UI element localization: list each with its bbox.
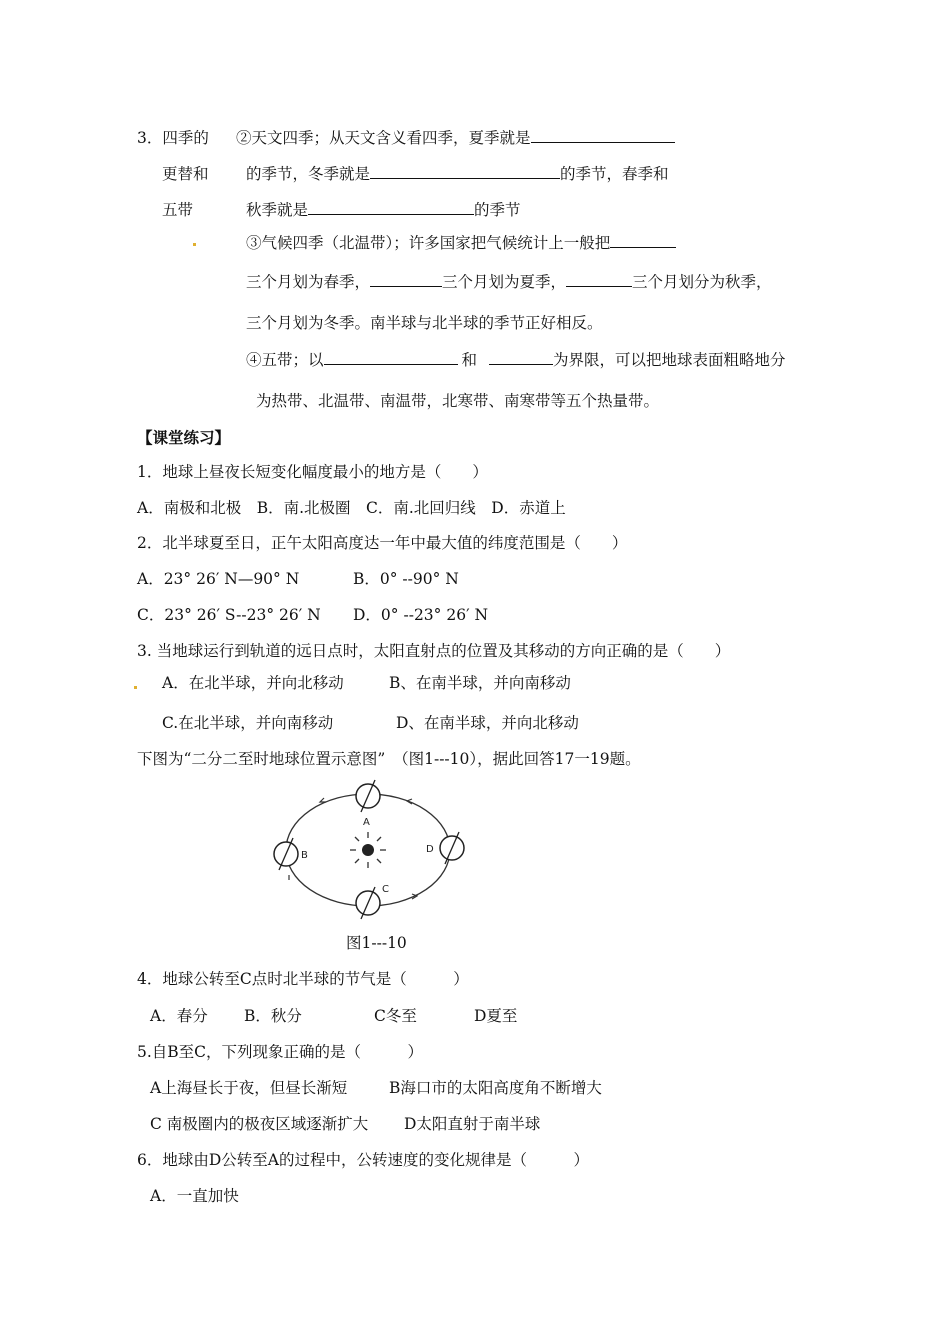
zones-line-1b: 和 bbox=[461, 351, 478, 369]
question-4-option-a: A．春分 bbox=[150, 1007, 208, 1025]
practice-heading: 【课堂练习】 bbox=[137, 428, 231, 447]
question-4-option-d: D夏至 bbox=[474, 1007, 518, 1025]
sun-icon bbox=[350, 832, 386, 868]
label-c: C bbox=[382, 884, 389, 895]
climate-line-3: 三个月划为冬季。南半球与北半球的季节正好相反。 bbox=[246, 314, 603, 332]
earth-position-c bbox=[356, 887, 380, 919]
question-5: 5.自B至C，下列现象正确的是（ ） bbox=[137, 1043, 424, 1061]
astro-line-2 bbox=[246, 164, 669, 184]
astro-line-1 bbox=[236, 128, 675, 148]
orbit-diagram bbox=[262, 778, 476, 920]
astro-line-2a: 的季节，冬季就是 bbox=[246, 165, 371, 183]
question-5-option-c: C 南极圈内的极夜区域逐渐扩大 bbox=[150, 1115, 369, 1133]
question-3-option-b: B、在南半球，并向南移动 bbox=[389, 674, 571, 692]
question-4-option-b: B．秋分 bbox=[244, 1007, 302, 1025]
blank-spring-months bbox=[610, 233, 676, 248]
climate-line-2a: 三个月划为春季， bbox=[246, 273, 371, 291]
question-2-option-c: C．23° 26′ S--23° 26′ N bbox=[137, 606, 321, 624]
blank-summer bbox=[531, 128, 675, 143]
question-5-option-a: A上海昼长于夜，但昼长渐短 bbox=[150, 1079, 348, 1097]
astro-line-2b: 的季节，春季和 bbox=[560, 165, 669, 183]
blank-spring-autumn bbox=[308, 200, 474, 215]
section3-label-1: 3．四季的 bbox=[137, 129, 209, 147]
question-6: 6．地球由D公转至A的过程中，公转速度的变化规律是（ ） bbox=[137, 1151, 589, 1169]
question-3-option-c: C.在北半球，并向南移动 bbox=[162, 714, 334, 732]
blank-polar-circles bbox=[489, 350, 553, 365]
climate-line-2c: 三个月划分为秋季， bbox=[632, 273, 772, 291]
astro-line-3a: 秋季就是 bbox=[246, 201, 309, 219]
figure-intro: 下图为“二分二至时地球位置示意图” （图1---10），据此回答17一19题。 bbox=[137, 750, 641, 768]
figure-caption: 图1---10 bbox=[346, 934, 407, 952]
blank-tropics bbox=[324, 350, 458, 365]
blank-autumn-months bbox=[566, 272, 632, 287]
orbit-arrow-top-left bbox=[320, 798, 326, 802]
question-1: 1．地球上昼夜长短变化幅度最小的地方是（ ） bbox=[137, 463, 488, 481]
label-b: B bbox=[301, 850, 308, 861]
zones-line-1c: 为界限，可以把地球表面粗略地分 bbox=[553, 351, 786, 369]
question-4: 4．地球公转至C点时北半球的节气是（ ） bbox=[137, 970, 469, 988]
astro-line-3 bbox=[246, 200, 521, 220]
question-5-option-b: B海口市的太阳高度角不断增大 bbox=[389, 1079, 602, 1097]
question-3-option-a: A．在北半球，并向北移动 bbox=[162, 674, 344, 692]
question-2-option-b: B．0° --90° N bbox=[353, 570, 459, 588]
yellow-dot-1 bbox=[193, 243, 196, 246]
question-6-option-a: A．一直加快 bbox=[150, 1187, 239, 1205]
blank-winter bbox=[370, 164, 560, 179]
climate-line-1 bbox=[246, 233, 676, 253]
earth-position-b bbox=[274, 838, 298, 870]
zones-line-1 bbox=[246, 350, 786, 370]
climate-line-2 bbox=[246, 272, 772, 292]
question-3-option-d: D、在南半球，并向北移动 bbox=[396, 714, 579, 732]
section3-label-2: 更替和 bbox=[162, 165, 209, 183]
astro-line-1-text: ②天文四季；从天文含义看四季，夏季就是 bbox=[236, 129, 531, 147]
section3-label-3: 五带 bbox=[162, 201, 194, 219]
blank-summer-months bbox=[370, 272, 442, 287]
question-4-option-c: C冬至 bbox=[374, 1007, 417, 1025]
label-a: A bbox=[363, 817, 370, 828]
question-2-option-a: A．23° 26′ N—90° N bbox=[137, 570, 300, 588]
question-5-option-d: D太阳直射于南半球 bbox=[404, 1115, 541, 1133]
climate-line-2b: 三个月划为夏季， bbox=[442, 273, 567, 291]
earth-position-d bbox=[440, 832, 464, 864]
climate-line-1-text: ③气候四季（北温带）；许多国家把气候统计上一般把 bbox=[246, 234, 611, 252]
astro-line-3b: 的季节 bbox=[474, 201, 521, 219]
label-d: D bbox=[426, 844, 434, 855]
question-1-options: A．南极和北极 B．南.北极圈 C．南.北回归线 D．赤道上 bbox=[137, 499, 566, 517]
question-2-option-d: D．0° --23° 26′ N bbox=[353, 606, 489, 624]
question-3: 3. 当地球运行到轨道的远日点时，太阳直射点的位置及其移动的方向正确的是（ ） bbox=[137, 642, 731, 660]
zones-line-2: 为热带、北温带、南温带，北寒带、南寒带等五个热量带。 bbox=[256, 392, 660, 410]
yellow-dot-2 bbox=[134, 686, 137, 689]
question-2: 2．北半球夏至日，正午太阳高度达一年中最大值的纬度范围是（ ） bbox=[137, 534, 628, 552]
zones-line-1a: ④五带；以 bbox=[246, 351, 324, 369]
earth-position-a bbox=[356, 780, 380, 812]
